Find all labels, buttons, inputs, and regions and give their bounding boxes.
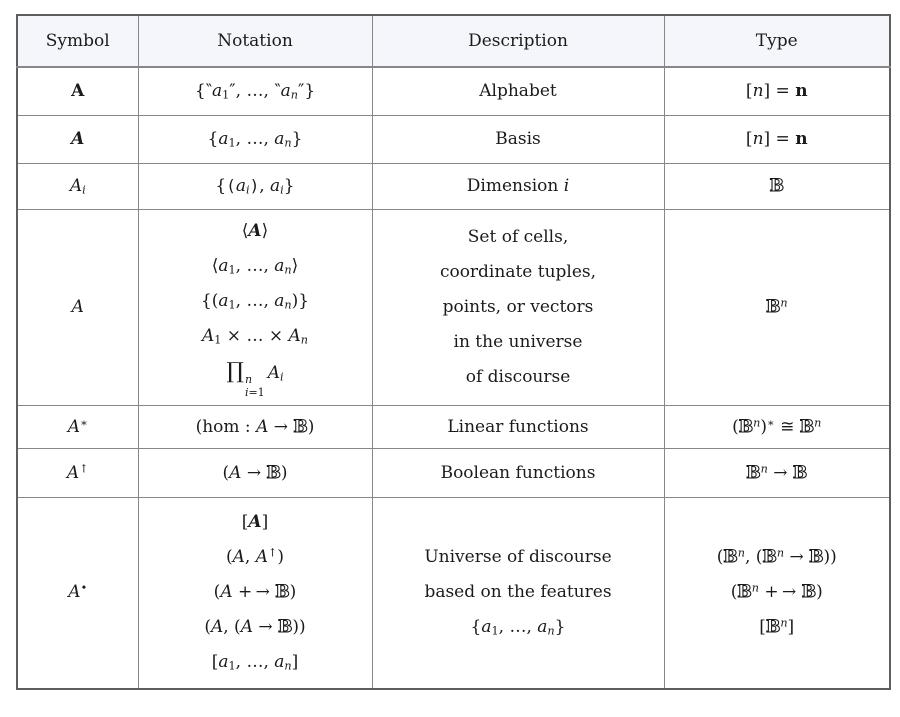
header-row (17, 15, 890, 67)
symbol-cell: A (17, 115, 138, 163)
notation-cell: (A → B) (138, 448, 372, 497)
type-cell: [n] = n (664, 67, 890, 115)
column-header-notation: Notation (138, 15, 372, 67)
type-cell: [n] = n (664, 115, 890, 163)
description-cell: Basis (372, 115, 664, 163)
table-row-featured-universe (17, 497, 890, 689)
description-cell: Dimension i (372, 163, 664, 209)
notation-cell: {$a_1$, …, $a_n$} (138, 115, 372, 163)
description-cell: Linear functions (372, 405, 664, 448)
description-cell: Alphabet (372, 67, 664, 115)
column-header-symbol: Symbol (17, 15, 138, 67)
symbol-cell: A• (17, 497, 138, 689)
table-row-basis (17, 115, 890, 163)
symbol-cell: A (17, 209, 138, 405)
type-cell: $(B^n)^∗$ ≅ $B^n$ (664, 405, 890, 448)
description-cell: Boolean functions (372, 448, 664, 497)
symbol-cell: A↑ (17, 448, 138, 497)
notation-cell: [A] (A, A↑) (A + → B) (A, (A → B)) [$a_1$, …, $a_n$] (138, 497, 372, 689)
column-header-type: Type (664, 15, 890, 67)
notation-cell: {$(a_i)$, $a_i$} (138, 163, 372, 209)
symbol-cell: A∗ (17, 405, 138, 448)
notation-cell: ⟨A⟩ $⟨a_1$, …, $a_n⟩$ {($a_1$, …, $a_n$)} $A_1$ × … × $A_n$ ∏ n i=1 $A_i$ (138, 209, 372, 405)
symbol-cell: A (17, 67, 138, 115)
table-row-universe-set (17, 209, 890, 405)
table-row-boolean-functions (17, 448, 890, 497)
table-row-dimension (17, 163, 890, 209)
type-cell: $B^n$ (664, 209, 890, 405)
type-cell: $B^n \to B$ (664, 448, 890, 497)
notation-cell: (hom : A → B) (138, 405, 372, 448)
notation-table (16, 14, 891, 690)
notation-cell: {$‶a_1''$, …, $‶a_n''$} (138, 67, 372, 115)
table-row-alphabet (17, 67, 890, 115)
symbol-cell: $A_i$ (17, 163, 138, 209)
description-cell: Universe of discourse based on the features {$a_1$, …, $a_n$} (372, 497, 664, 689)
description-cell: Set of cells, coordinate tuples, points, or vectors in the universe of discourse (372, 209, 664, 405)
table-row-linear-functions (17, 405, 890, 448)
type-cell: ($B^n$, $(B^n \to B)$) ($B^n$ + → B) $[B^n]$ (664, 497, 890, 689)
column-header-description: Description (372, 15, 664, 67)
type-cell: B (664, 163, 890, 209)
